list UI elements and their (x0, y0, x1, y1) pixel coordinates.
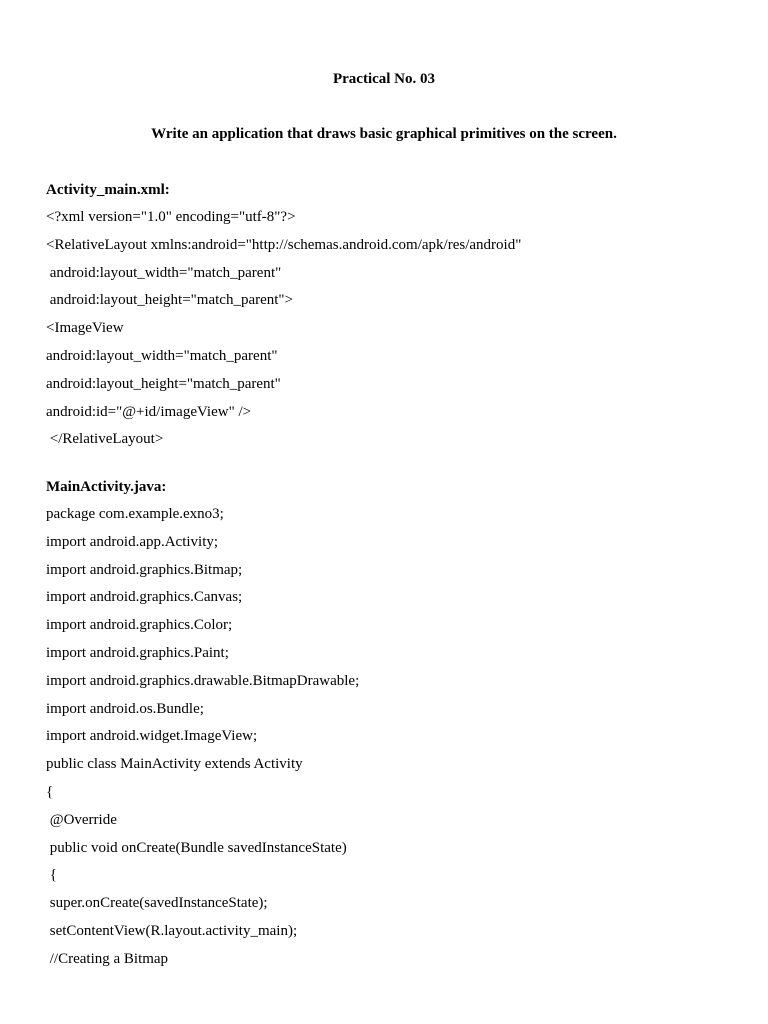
code-line: super.onCreate(savedInstanceState); (46, 895, 268, 912)
code-line: <ImageView (46, 320, 124, 337)
code-line: setContentView(R.layout.activity_main); (46, 922, 298, 939)
code-line: import android.graphics.Bitmap; (46, 561, 243, 578)
code-line: import android.app.Activity; (46, 533, 219, 550)
code-line: @Override (46, 811, 117, 828)
section-heading-xml: Activity_main.xml: (46, 182, 170, 198)
code-line: import android.graphics.Paint; (46, 644, 229, 661)
code-line: <?xml version="1.0" encoding="utf-8"?> (46, 209, 296, 225)
code-line: import android.widget.ImageView; (46, 728, 258, 745)
code-line: import android.os.Bundle; (46, 700, 204, 717)
section-heading-java: MainActivity.java: (46, 479, 167, 495)
code-line: android:layout_height="match_parent" (46, 375, 281, 392)
code-line: android:layout_width="match_parent" (46, 347, 278, 364)
code-line: android:id="@+id/imageView" /> (46, 403, 252, 420)
code-line: public void onCreate(Bundle savedInstanceState) (46, 839, 347, 856)
code-line: { (46, 783, 54, 800)
code-line: import android.graphics.Color; (46, 617, 233, 634)
code-line: //Creating a Bitmap (46, 950, 169, 967)
code-line: { (46, 867, 57, 884)
code-line: import android.graphics.drawable.BitmapDrawable; (46, 672, 360, 689)
code-line: </RelativeLayout> (46, 431, 164, 448)
page-subtitle: Write an application that draws basic graphical primitives on the screen. (151, 126, 617, 142)
code-line: import android.graphics.Canvas; (46, 589, 243, 606)
code-block-xml (46, 204, 521, 454)
page-title: Practical No. 03 (332, 71, 436, 87)
code-line: android:layout_height="match_parent"> (46, 292, 294, 309)
code-block-java (46, 501, 359, 974)
code-line: android:layout_width="match_parent" (46, 264, 282, 281)
code-line: <RelativeLayout xmlns:android="http://schemas.android.com/apk/res/android" (46, 236, 522, 253)
code-line: package com.example.exno3; (46, 506, 224, 522)
code-line: public class MainActivity extends Activity (46, 756, 303, 773)
